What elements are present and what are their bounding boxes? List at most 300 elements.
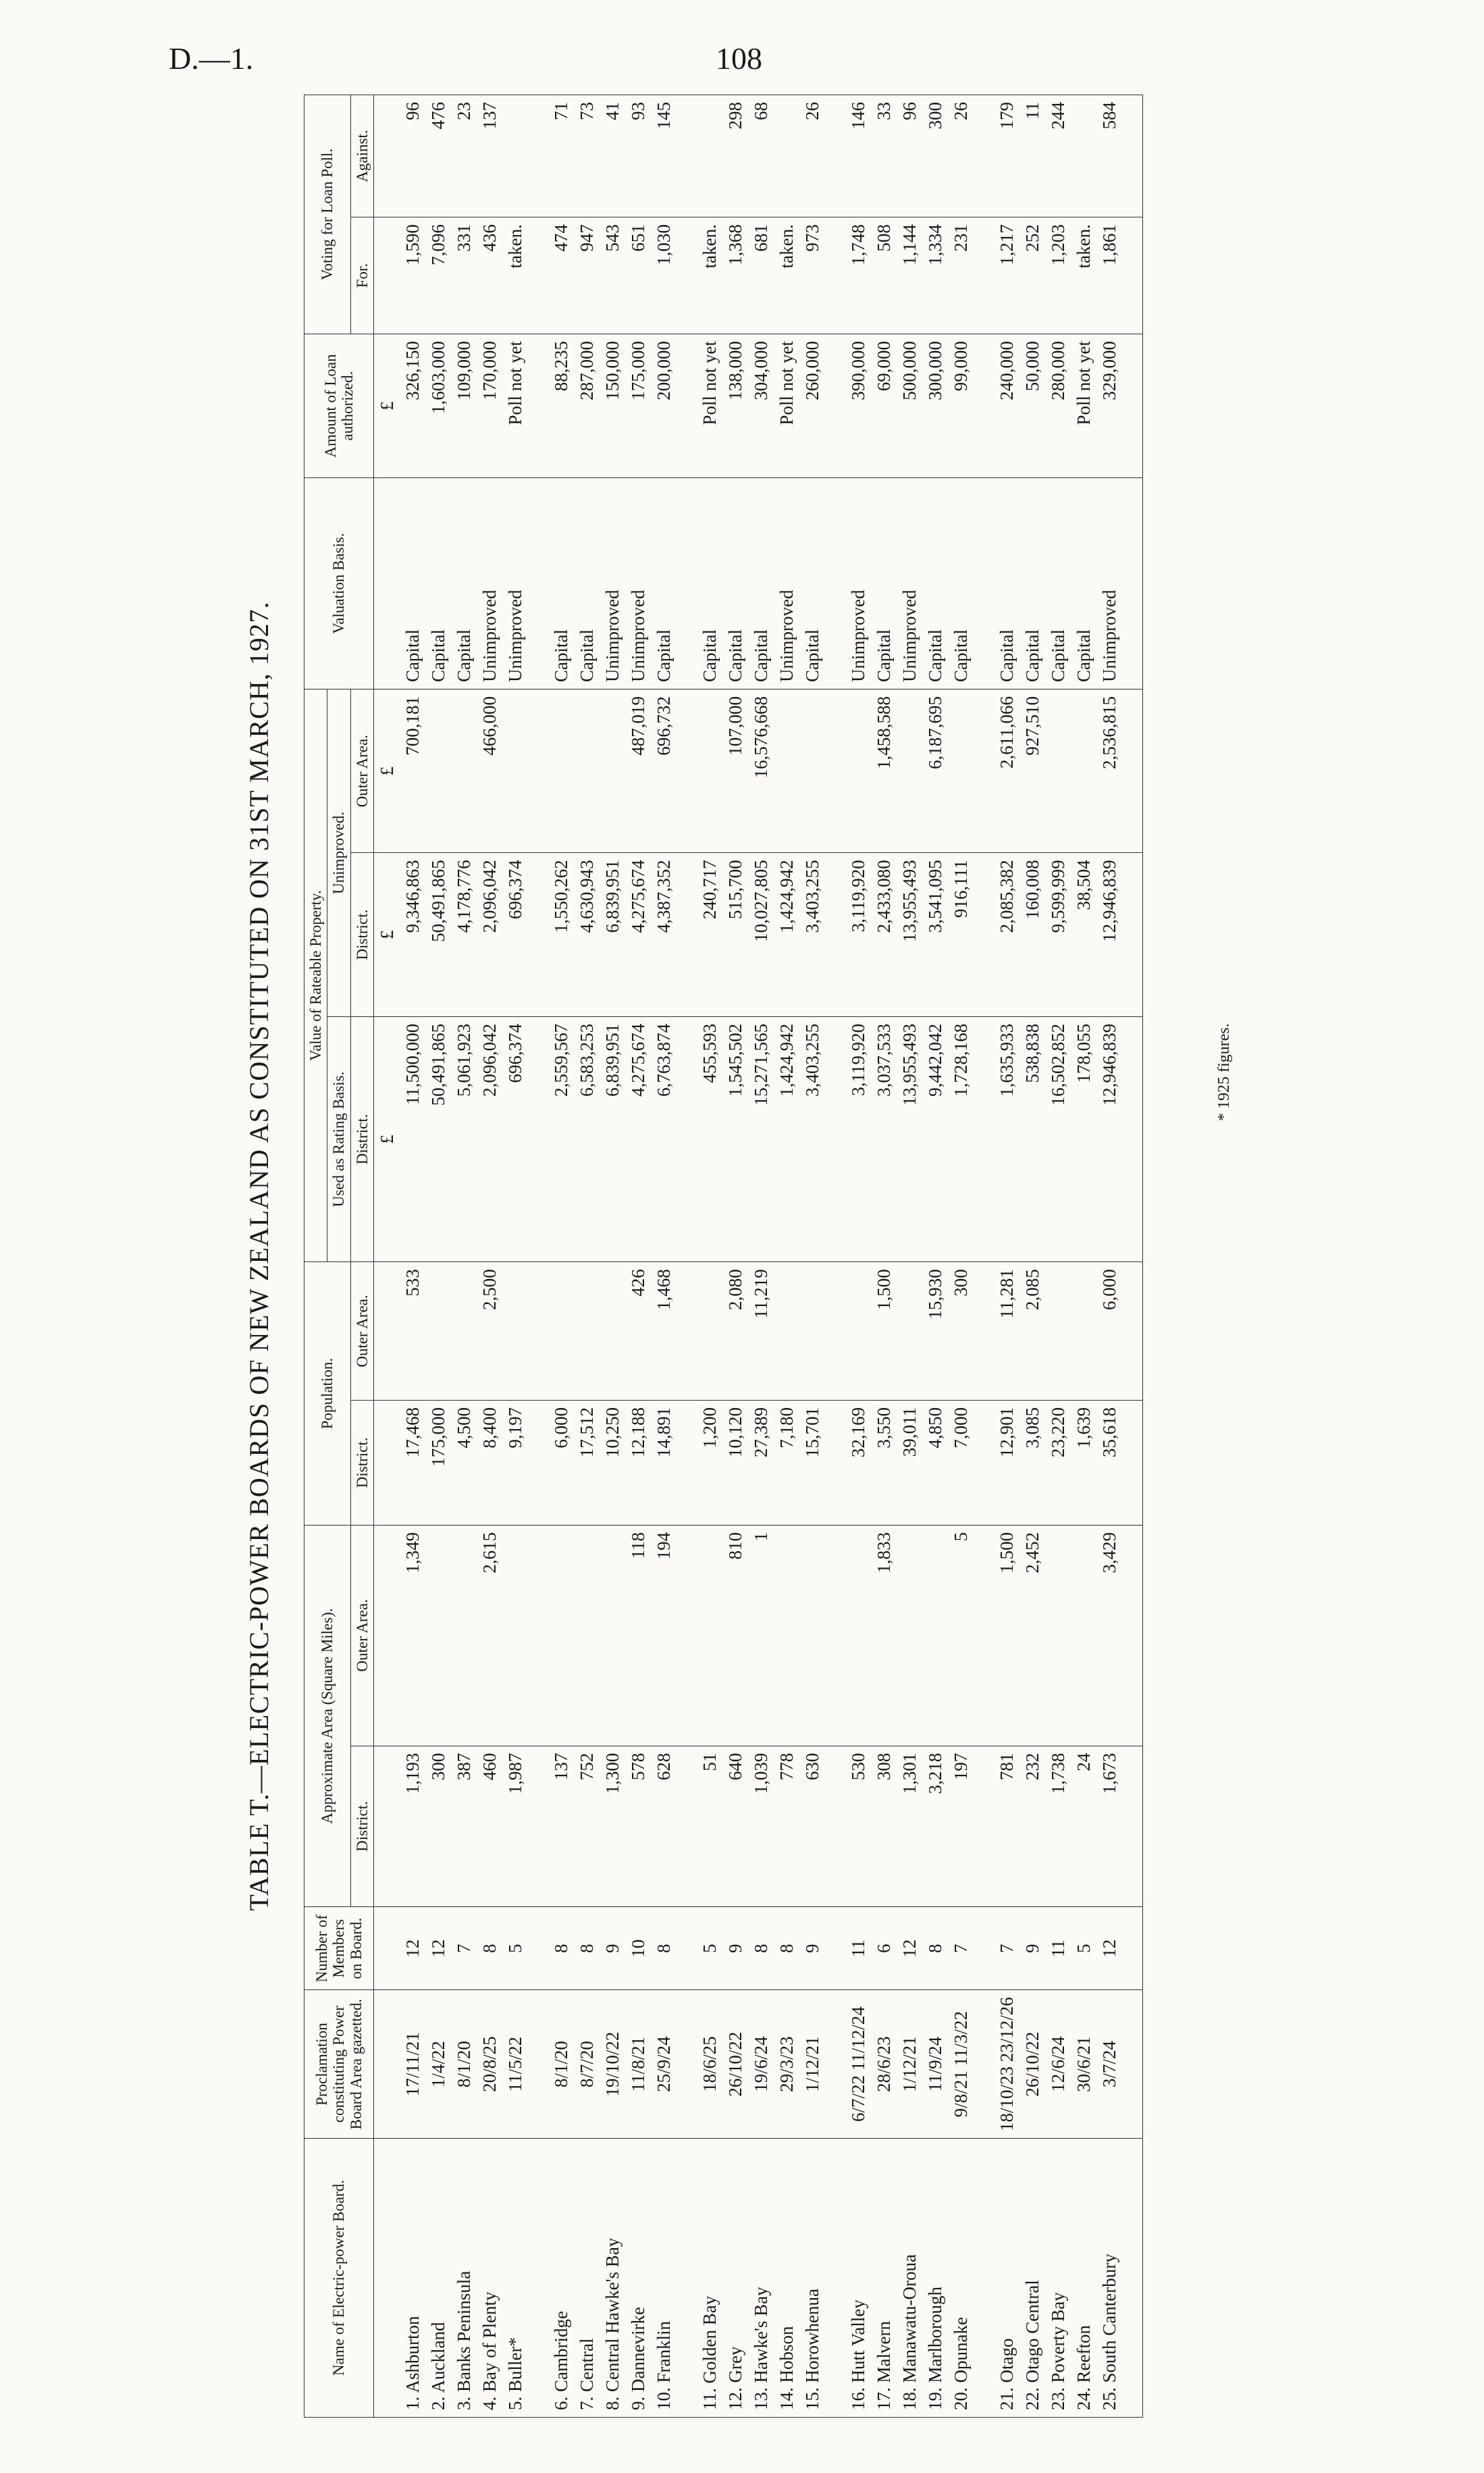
cell-pd: 12,188 <box>625 1400 651 1525</box>
cell-val: Unimproved <box>477 478 502 689</box>
cell-uno: 107,000 <box>722 689 748 853</box>
cell-ag: 96 <box>400 95 425 217</box>
cell-loan: 109,000 <box>451 334 477 478</box>
cell-und: 9,346,863 <box>400 853 425 1016</box>
cell-pd: 8,400 <box>477 1400 502 1525</box>
cell-ad: 137 <box>548 1746 574 1906</box>
cell-loan: 200,000 <box>651 334 677 478</box>
cell-for: taken. <box>502 217 528 334</box>
table-row <box>400 95 425 2418</box>
cell-for: 973 <box>799 217 825 334</box>
cell-und: 4,630,943 <box>574 853 600 1016</box>
cell-po <box>1045 1262 1071 1401</box>
cell-loan: 500,000 <box>897 334 922 478</box>
cell-ag: 584 <box>1096 95 1122 217</box>
cell-loan: 280,000 <box>1045 334 1071 478</box>
header-pop-district: District. <box>350 1400 373 1525</box>
cell-uno: 700,181 <box>400 689 425 853</box>
cell-date: 9/8/21 11/3/22 <box>948 1990 974 2139</box>
cell-und: 2,433,080 <box>871 853 897 1016</box>
table-row <box>600 95 625 2418</box>
pound-row <box>373 95 400 2418</box>
spacer-row <box>677 95 697 2418</box>
cell-und: 2,096,042 <box>477 853 502 1016</box>
cell-ag <box>774 95 799 217</box>
table-row <box>799 95 825 2418</box>
table-title: TABLE T.—ELECTRIC-POWER BOARDS OF NEW ZEALAND AS CONSTITUTED ON 31ST MARCH, 1927. <box>244 601 274 1911</box>
cell-po: 300 <box>948 1262 974 1401</box>
cell-mem: 8 <box>477 1907 502 1990</box>
cell-ad: 24 <box>1071 1746 1096 1906</box>
cell-ad: 640 <box>722 1746 748 1906</box>
cell-ag: 146 <box>845 95 871 217</box>
cell-for: 543 <box>600 217 625 334</box>
cell-mem: 12 <box>897 1907 922 1990</box>
cell-po <box>600 1262 625 1401</box>
cell-ag: 298 <box>722 95 748 217</box>
cell-ag <box>502 95 528 217</box>
cell-und: 4,387,352 <box>651 853 677 1016</box>
cell-ag: 26 <box>799 95 825 217</box>
cell-ad: 1,300 <box>600 1746 625 1906</box>
cell-ad: 308 <box>871 1746 897 1906</box>
cell-for: 681 <box>748 217 774 334</box>
cell-und: 240,717 <box>697 853 722 1016</box>
cell-ad: 578 <box>625 1746 651 1906</box>
cell-ud: 1,545,502 <box>722 1016 748 1261</box>
cell-pd: 7,180 <box>774 1400 799 1525</box>
cell-date: 11/9/24 <box>922 1990 948 2139</box>
cell-po: 1,468 <box>651 1262 677 1401</box>
cell-val: Capital <box>1071 478 1096 689</box>
cell-und: 160,008 <box>1019 853 1045 1016</box>
cell-for: 508 <box>871 217 897 334</box>
cell-ag <box>1071 95 1096 217</box>
cell-und: 3,541,095 <box>922 853 948 1016</box>
cell-name: 11. Golden Bay <box>697 2139 722 2418</box>
cell-und: 916,111 <box>948 853 974 1016</box>
cell-uno: 2,611,066 <box>994 689 1019 853</box>
table-body <box>373 95 1142 2418</box>
table-row <box>574 95 600 2418</box>
cell-ao <box>574 1525 600 1746</box>
rotated-table-block <box>243 95 1384 2418</box>
cell-name: 12. Grey <box>722 2139 748 2418</box>
cell-loan: Poll not yet <box>502 334 528 478</box>
cell-ao: 3,429 <box>1096 1525 1122 1746</box>
cell-name: 25. South Canterbury <box>1096 2139 1122 2418</box>
table-row <box>994 95 1019 2418</box>
header-against: Against. <box>350 95 373 217</box>
cell-ad: 197 <box>948 1746 974 1906</box>
cell-pd: 7,000 <box>948 1400 974 1525</box>
cell-uno <box>548 689 574 853</box>
cell-und: 6,839,951 <box>600 853 625 1016</box>
cell-for: 7,096 <box>425 217 451 334</box>
cell-uno <box>845 689 871 853</box>
cell-for: taken. <box>1071 217 1096 334</box>
cell-ad: 1,673 <box>1096 1746 1122 1906</box>
cell-mem: 8 <box>922 1907 948 1990</box>
cell-loan: 300,000 <box>922 334 948 478</box>
cell-name: 3. Banks Peninsula <box>451 2139 477 2418</box>
cell-ad: 1,301 <box>897 1746 922 1906</box>
cell-und: 3,403,255 <box>799 853 825 1016</box>
pound-sign: £ <box>373 334 400 478</box>
cell-po <box>799 1262 825 1401</box>
header-valuation: Valuation Basis. <box>304 478 374 689</box>
cell-val: Capital <box>400 478 425 689</box>
cell-uno <box>600 689 625 853</box>
cell-ud: 6,839,951 <box>600 1016 625 1261</box>
cell-ag: 71 <box>548 95 574 217</box>
cell-po <box>548 1262 574 1401</box>
header-poll: Voting for Loan Poll. <box>304 95 351 334</box>
cell-und: 13,955,493 <box>897 853 922 1016</box>
cell-mem: 5 <box>502 1907 528 1990</box>
table-row <box>477 95 502 2418</box>
header-unimp-outer: Outer Area. <box>350 689 373 853</box>
table-row <box>697 95 722 2418</box>
cell-po <box>574 1262 600 1401</box>
cell-name: 10. Franklin <box>651 2139 677 2418</box>
cell-ao <box>774 1525 799 1746</box>
cell-pd: 23,220 <box>1045 1400 1071 1525</box>
cell-ao <box>799 1525 825 1746</box>
cell-date: 8/1/20 <box>548 1990 574 2139</box>
cell-ag: 96 <box>897 95 922 217</box>
header-area: Approximate Area (Square Miles). <box>304 1525 351 1906</box>
cell-for: 1,030 <box>651 217 677 334</box>
cell-name: 17. Malvern <box>871 2139 897 2418</box>
cell-pd: 32,169 <box>845 1400 871 1525</box>
table-row <box>1019 95 1045 2418</box>
cell-ud: 178,055 <box>1071 1016 1096 1261</box>
spacer-row <box>528 95 548 2418</box>
cell-ao <box>1071 1525 1096 1746</box>
cell-mem: 5 <box>1071 1907 1096 1990</box>
cell-ad: 752 <box>574 1746 600 1906</box>
header-pop-outer: Outer Area. <box>350 1262 373 1401</box>
table-row <box>845 95 871 2418</box>
cell-mem: 11 <box>1045 1907 1071 1990</box>
header-unimproved: Unimproved. <box>327 689 350 1017</box>
cell-und: 50,491,865 <box>425 853 451 1016</box>
cell-uno: 6,187,695 <box>922 689 948 853</box>
cell-loan: Poll not yet <box>697 334 722 478</box>
cell-und: 10,027,805 <box>748 853 774 1016</box>
cell-ao <box>845 1525 871 1746</box>
cell-loan: 260,000 <box>799 334 825 478</box>
cell-uno <box>799 689 825 853</box>
cell-date: 3/7/24 <box>1096 1990 1122 2139</box>
header-loan: Amount of Loan authorized. <box>304 334 374 478</box>
cell-ag: 68 <box>748 95 774 217</box>
cell-date: 11/8/21 <box>625 1990 651 2139</box>
cell-val: Unimproved <box>625 478 651 689</box>
cell-uno: 2,536,815 <box>1096 689 1122 853</box>
cell-und: 3,119,920 <box>845 853 871 1016</box>
cell-ad: 3,218 <box>922 1746 948 1906</box>
cell-val: Capital <box>1045 478 1071 689</box>
cell-ag: 33 <box>871 95 897 217</box>
cell-und: 4,178,776 <box>451 853 477 1016</box>
cell-ao: 1,349 <box>400 1525 425 1746</box>
cell-name: 2. Auckland <box>425 2139 451 2418</box>
cell-loan: 170,000 <box>477 334 502 478</box>
cell-pd: 35,618 <box>1096 1400 1122 1525</box>
cell-po: 426 <box>625 1262 651 1401</box>
cell-val: Capital <box>697 478 722 689</box>
cell-val: Unimproved <box>1096 478 1122 689</box>
table-row <box>722 95 748 2418</box>
cell-val: Capital <box>799 478 825 689</box>
cell-date: 11/5/22 <box>502 1990 528 2139</box>
cell-val: Capital <box>748 478 774 689</box>
cell-ad: 630 <box>799 1746 825 1906</box>
table-row <box>948 95 974 2418</box>
cell-uno: 696,732 <box>651 689 677 853</box>
cell-name: 7. Central <box>574 2139 600 2418</box>
cell-ag: 23 <box>451 95 477 217</box>
cell-ud: 12,946,839 <box>1096 1016 1122 1261</box>
cell-for: 1,217 <box>994 217 1019 334</box>
cell-date: 17/11/21 <box>400 1990 425 2139</box>
cell-mem: 9 <box>1019 1907 1045 1990</box>
cell-ad: 387 <box>451 1746 477 1906</box>
cell-ud: 538,838 <box>1019 1016 1045 1261</box>
cell-ag: 300 <box>922 95 948 217</box>
cell-loan: 1,603,000 <box>425 334 451 478</box>
cell-po <box>697 1262 722 1401</box>
cell-loan: 240,000 <box>994 334 1019 478</box>
cell-name: 15. Horowhenua <box>799 2139 825 2418</box>
cell-po <box>425 1262 451 1401</box>
cell-uno: 16,576,668 <box>748 689 774 853</box>
cell-name: 22. Otago Central <box>1019 2139 1045 2418</box>
cell-ud: 13,955,493 <box>897 1016 922 1261</box>
cell-for: taken. <box>774 217 799 334</box>
cell-ag: 41 <box>600 95 625 217</box>
cell-ud: 1,635,933 <box>994 1016 1019 1261</box>
cell-date: 18/10/23 23/12/26 <box>994 1990 1019 2139</box>
cell-pd: 6,000 <box>548 1400 574 1525</box>
cell-name: 20. Opunake <box>948 2139 974 2418</box>
cell-name: 1. Ashburton <box>400 2139 425 2418</box>
cell-val: Capital <box>451 478 477 689</box>
cell-ag: 244 <box>1045 95 1071 217</box>
cell-mem: 7 <box>994 1907 1019 1990</box>
cell-mem: 7 <box>948 1907 974 1990</box>
cell-ud: 3,403,255 <box>799 1016 825 1261</box>
cell-ag: 93 <box>625 95 651 217</box>
cell-for: 474 <box>548 217 574 334</box>
pound-sign: £ <box>373 853 400 1016</box>
cell-ad: 530 <box>845 1746 871 1906</box>
cell-ag: 26 <box>948 95 974 217</box>
cell-und: 1,550,262 <box>548 853 574 1016</box>
cell-name: 18. Manawatu-Oroua <box>897 2139 922 2418</box>
cell-loan: Poll not yet <box>774 334 799 478</box>
cell-val: Capital <box>994 478 1019 689</box>
cell-uno <box>502 689 528 853</box>
cell-mem: 12 <box>425 1907 451 1990</box>
cell-val: Capital <box>1019 478 1045 689</box>
cell-loan: 50,000 <box>1019 334 1045 478</box>
cell-ud: 2,559,567 <box>548 1016 574 1261</box>
cell-ad: 460 <box>477 1746 502 1906</box>
cell-pd: 3,085 <box>1019 1400 1045 1525</box>
cell-for: 1,748 <box>845 217 871 334</box>
cell-loan: 150,000 <box>600 334 625 478</box>
cell-mem: 8 <box>548 1907 574 1990</box>
table-row <box>425 95 451 2418</box>
cell-name: 4. Bay of Plenty <box>477 2139 502 2418</box>
cell-ud: 6,763,874 <box>651 1016 677 1261</box>
cell-ao: 2,615 <box>477 1525 502 1746</box>
table-row <box>1071 95 1096 2418</box>
cell-ao: 118 <box>625 1525 651 1746</box>
cell-for: 231 <box>948 217 974 334</box>
cell-name: 5. Buller* <box>502 2139 528 2418</box>
cell-po: 11,281 <box>994 1262 1019 1401</box>
cell-uno <box>897 689 922 853</box>
cell-date: 1/12/21 <box>897 1990 922 2139</box>
cell-ag: 73 <box>574 95 600 217</box>
cell-pd: 12,901 <box>994 1400 1019 1525</box>
cell-ao <box>451 1525 477 1746</box>
spacer-row <box>825 95 845 2418</box>
cell-ag: 11 <box>1019 95 1045 217</box>
pound-sign: £ <box>373 1016 400 1261</box>
cell-ud: 5,061,923 <box>451 1016 477 1261</box>
cell-name: 13. Hawke's Bay <box>748 2139 774 2418</box>
cell-loan: Poll not yet <box>1071 334 1096 478</box>
cell-ad: 1,987 <box>502 1746 528 1906</box>
cell-ao: 810 <box>722 1525 748 1746</box>
cell-uno: 487,019 <box>625 689 651 853</box>
cell-val: Capital <box>651 478 677 689</box>
cell-ad: 232 <box>1019 1746 1045 1906</box>
cell-loan: 304,000 <box>748 334 774 478</box>
cell-und: 38,504 <box>1071 853 1096 1016</box>
cell-date: 12/6/24 <box>1045 1990 1071 2139</box>
table-row <box>451 95 477 2418</box>
cell-uno: 1,458,588 <box>871 689 897 853</box>
cell-und: 4,275,674 <box>625 853 651 1016</box>
cell-pd: 175,000 <box>425 1400 451 1525</box>
cell-mem: 9 <box>600 1907 625 1990</box>
cell-ad: 781 <box>994 1746 1019 1906</box>
cell-uno <box>948 689 974 853</box>
cell-mem: 11 <box>845 1907 871 1990</box>
cell-uno <box>425 689 451 853</box>
cell-loan: 99,000 <box>948 334 974 478</box>
cell-ud: 696,374 <box>502 1016 528 1261</box>
cell-date: 30/6/21 <box>1071 1990 1096 2139</box>
table-row <box>871 95 897 2418</box>
cell-date: 25/9/24 <box>651 1990 677 2139</box>
cell-po: 533 <box>400 1262 425 1401</box>
cell-name: 14. Hobson <box>774 2139 799 2418</box>
cell-ud: 455,593 <box>697 1016 722 1261</box>
cell-mem: 6 <box>871 1907 897 1990</box>
cell-date: 28/6/23 <box>871 1990 897 2139</box>
cell-date: 26/10/22 <box>1019 1990 1045 2139</box>
cell-ao: 1,500 <box>994 1525 1019 1746</box>
cell-und: 2,085,382 <box>994 853 1019 1016</box>
cell-uno <box>1071 689 1096 853</box>
cell-ad: 1,738 <box>1045 1746 1071 1906</box>
cell-po <box>451 1262 477 1401</box>
cell-ao <box>922 1525 948 1746</box>
cell-ao <box>425 1525 451 1746</box>
cell-mem: 8 <box>748 1907 774 1990</box>
cell-date: 20/8/25 <box>477 1990 502 2139</box>
cell-und: 1,424,942 <box>774 853 799 1016</box>
cell-loan: 175,000 <box>625 334 651 478</box>
cell-date: 19/10/22 <box>600 1990 625 2139</box>
cell-ud: 9,442,042 <box>922 1016 948 1261</box>
cell-val: Unimproved <box>774 478 799 689</box>
cell-po <box>1071 1262 1096 1401</box>
cell-uno <box>774 689 799 853</box>
cell-ao <box>697 1525 722 1746</box>
cell-ao <box>600 1525 625 1746</box>
header-used-district: District. <box>350 1016 373 1261</box>
cell-date: 1/4/22 <box>425 1990 451 2139</box>
table-row <box>774 95 799 2418</box>
cell-loan: 138,000 <box>722 334 748 478</box>
cell-val: Capital <box>948 478 974 689</box>
cell-po: 6,000 <box>1096 1262 1122 1401</box>
cell-po: 2,085 <box>1019 1262 1045 1401</box>
electric-power-boards-table <box>304 95 1143 2418</box>
cell-ud: 50,491,865 <box>425 1016 451 1261</box>
cell-date: 26/10/22 <box>722 1990 748 2139</box>
cell-mem: 9 <box>722 1907 748 1990</box>
header-name: Name of Electric-power Board. <box>304 2139 374 2418</box>
header-area-outer: Outer Area. <box>350 1525 373 1746</box>
header-proclamation: Proclamation constituting Power Board Area gazetted. <box>304 1990 374 2139</box>
cell-loan: 88,235 <box>548 334 574 478</box>
cell-pd: 27,389 <box>748 1400 774 1525</box>
cell-ud: 15,271,565 <box>748 1016 774 1261</box>
table-row <box>922 95 948 2418</box>
cell-uno: 466,000 <box>477 689 502 853</box>
cell-loan: 326,150 <box>400 334 425 478</box>
cell-pd: 10,250 <box>600 1400 625 1525</box>
cell-loan: 390,000 <box>845 334 871 478</box>
table-row <box>897 95 922 2418</box>
cell-mem: 5 <box>697 1907 722 1990</box>
cell-ao: 194 <box>651 1525 677 1746</box>
cell-mem: 7 <box>451 1907 477 1990</box>
cell-date: 8/7/20 <box>574 1990 600 2139</box>
header-used-basis: Used as Rating Basis. <box>327 1016 350 1261</box>
cell-pd: 4,850 <box>922 1400 948 1525</box>
cell-mem: 10 <box>625 1907 651 1990</box>
header-rateable: Value of Rateable Property. <box>304 689 327 1262</box>
cell-ao: 2,452 <box>1019 1525 1045 1746</box>
cell-ud: 3,037,533 <box>871 1016 897 1261</box>
cell-uno <box>574 689 600 853</box>
cell-mem: 8 <box>651 1907 677 1990</box>
cell-ao <box>548 1525 574 1746</box>
cell-for: 1,144 <box>897 217 922 334</box>
cell-ag: 179 <box>994 95 1019 217</box>
cell-ao: 1 <box>748 1525 774 1746</box>
